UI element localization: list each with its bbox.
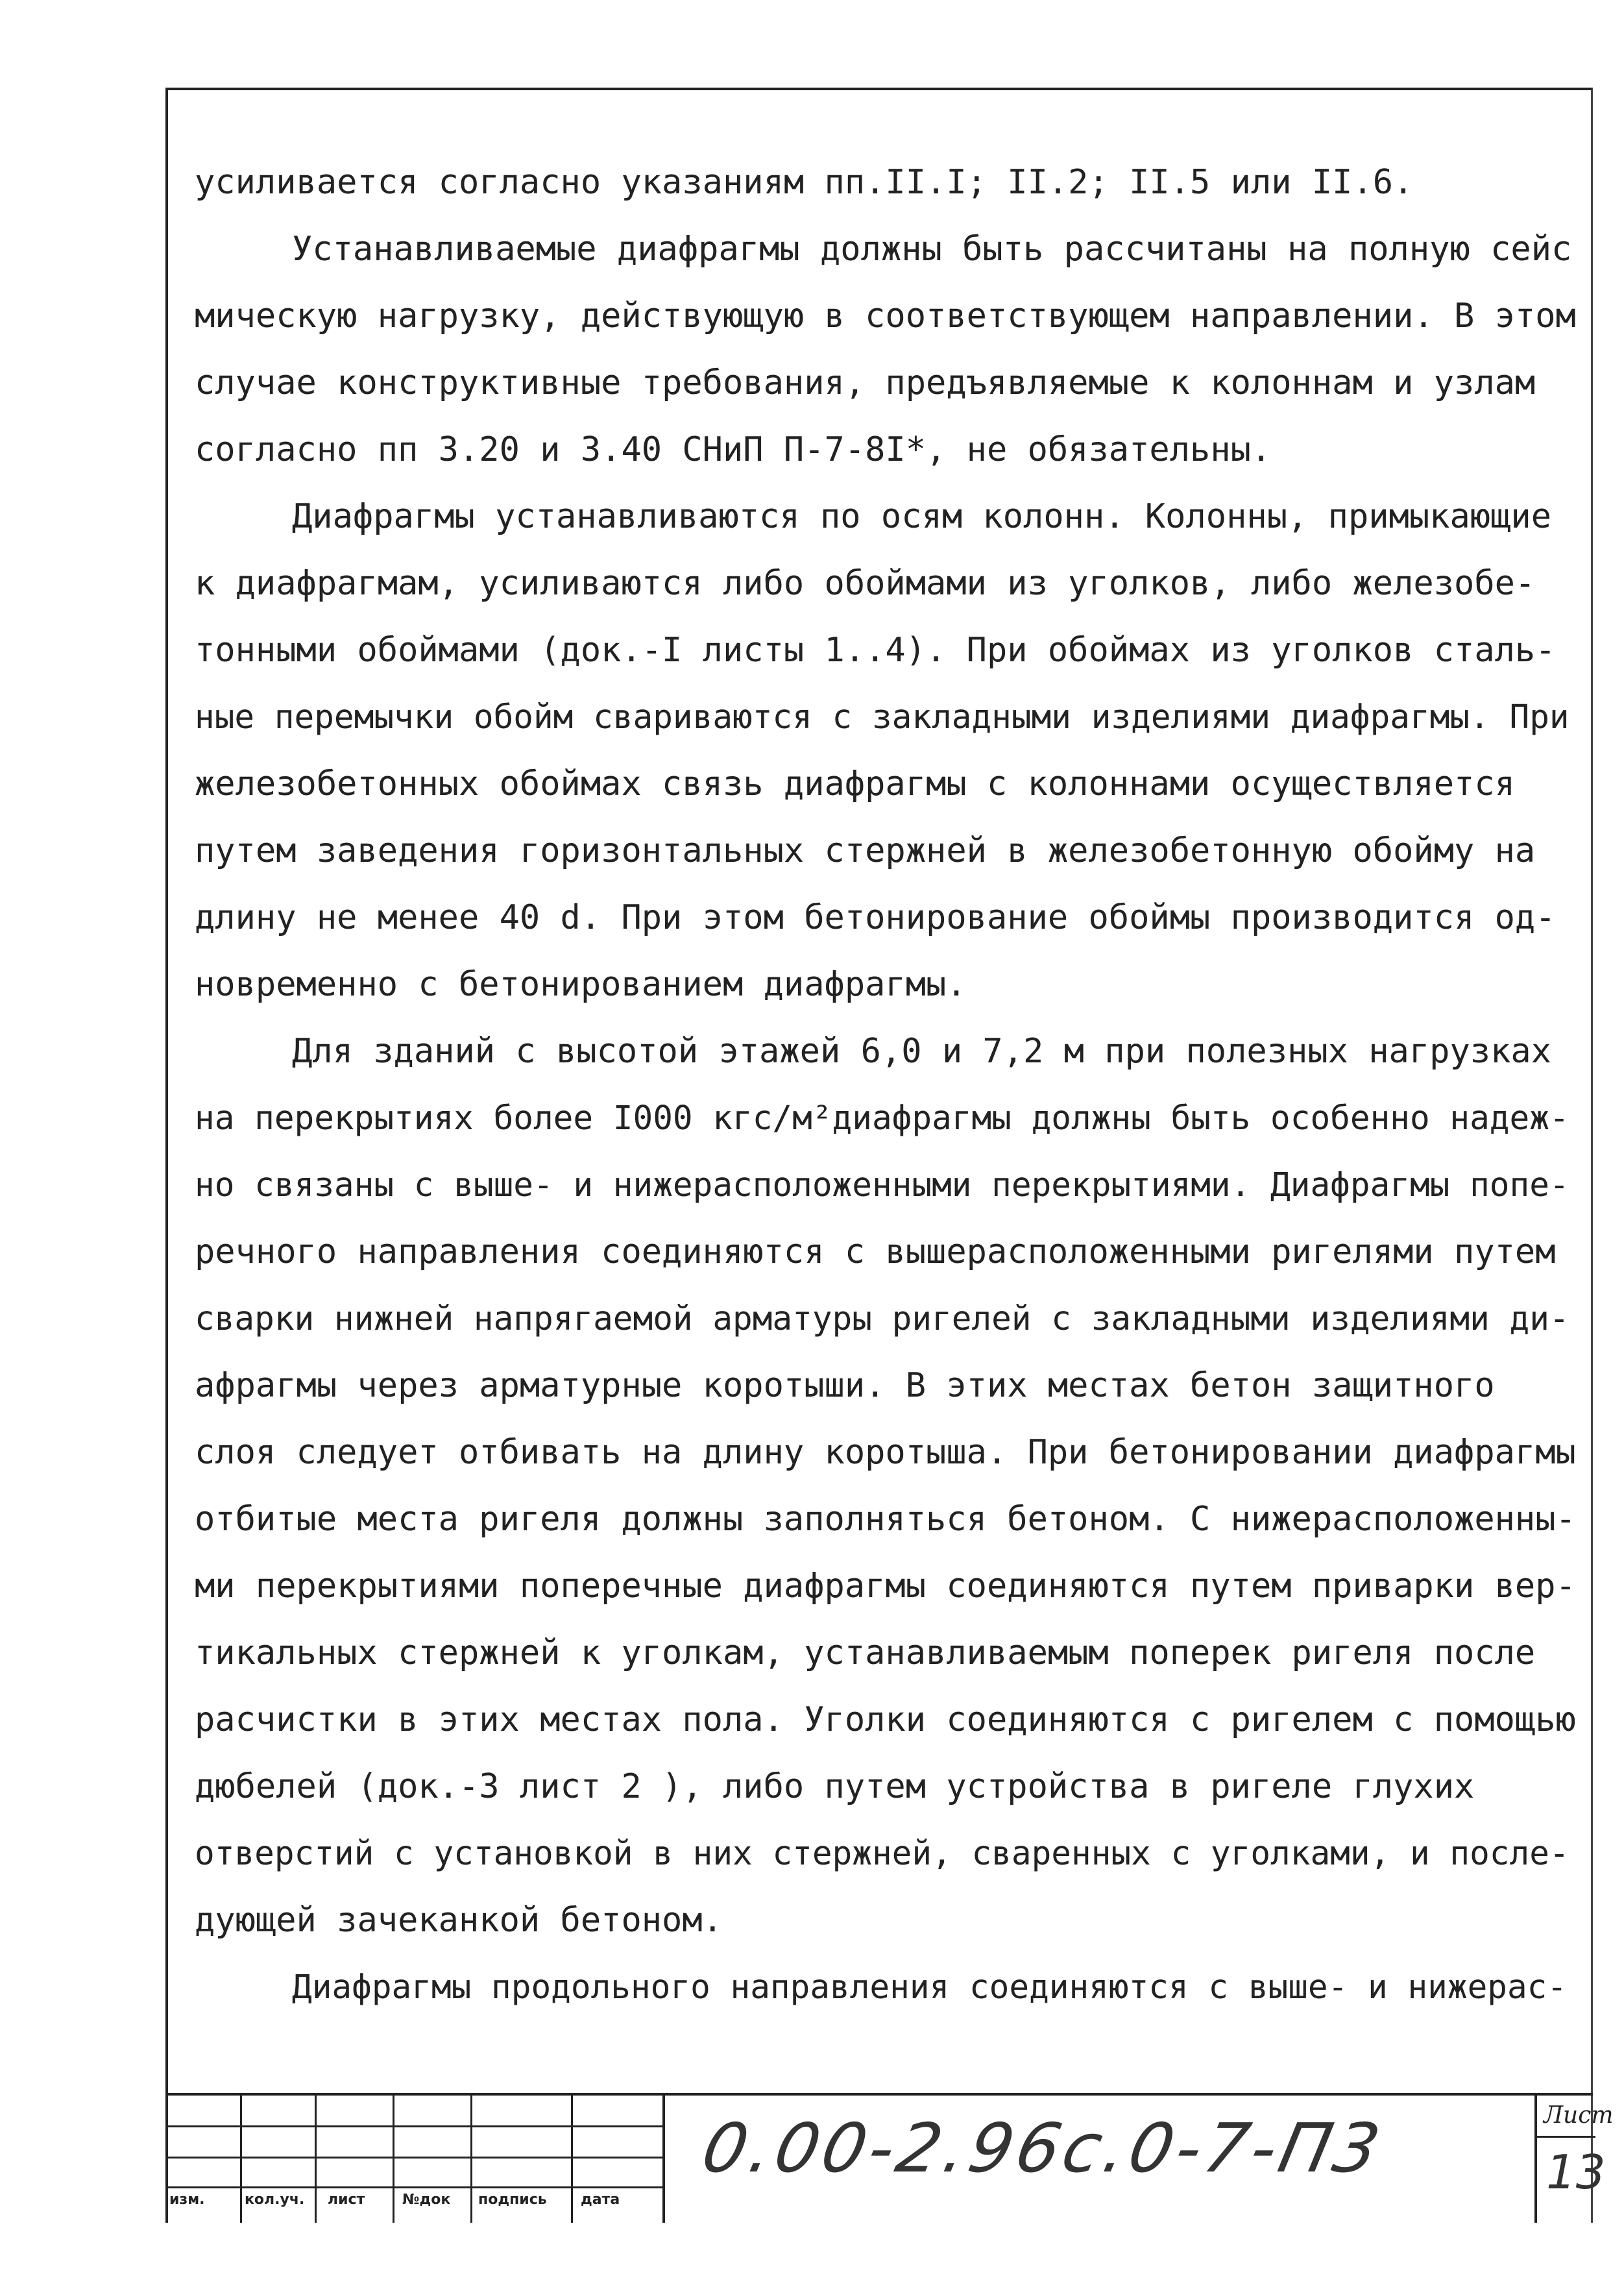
revision-table-divider <box>393 2096 394 2223</box>
text-line: длину не менее 40 d. При этом бетонирование обоймы производится од- <box>195 898 1556 937</box>
text-line: усиливается согласно указаниям пп.II.I; II.2; II.5 или II.6. <box>195 163 1414 202</box>
sheet-label: Лист <box>1544 2102 1614 2129</box>
label-quantity: кол.уч. <box>245 2192 305 2208</box>
label-date: дата <box>581 2192 620 2208</box>
text-line: путем заведения горизонтальных стержней в железобетонную обойму на <box>195 831 1536 870</box>
text-line: тонными обоймами (док.-I листы 1..4). При обоймах из уголков сталь- <box>195 631 1556 670</box>
sheet-box <box>1534 2096 1614 2223</box>
revision-table-divider <box>470 2096 472 2223</box>
text-line: новременно с бетонированием диафрагмы. <box>195 965 967 1004</box>
text-line: мическую нагрузку, действующую в соответствующем направлении. В этом <box>195 297 1576 336</box>
text-line: речного направления соединяются с вышерасположенными ригелями путем <box>195 1232 1556 1271</box>
text-line: расчистки в этих местах пола. Уголки соединяются с ригелем с помощью <box>195 1700 1576 1739</box>
label-sheet: лист <box>328 2192 365 2208</box>
text-line: дюбелей (док.-3 лист 2 ), либо путем устройства в ригеле глухих <box>195 1767 1475 1806</box>
document-body <box>195 149 1590 2021</box>
text-line: но связаны с выше- и нижерасположенными перекрытиями. Диафрагмы попе- <box>195 1166 1569 1205</box>
text-line: дующей зачеканкой бетоном. <box>195 1901 723 1940</box>
sheet-box-divider <box>1537 2136 1595 2138</box>
title-block <box>165 2093 1614 2223</box>
revision-table <box>165 2096 665 2223</box>
revision-table-divider <box>240 2096 242 2223</box>
text-line: сварки нижней напрягаемой арматуры ригелей с закладными изделиями ди- <box>195 1300 1569 1338</box>
text-line: ми перекрытиями поперечные диафрагмы соединяются путем приварки вер- <box>195 1567 1576 1606</box>
label-signature: подпись <box>478 2192 547 2208</box>
text-line: тикальных стержней к уголкам, устанавливаемым поперек ригеля после <box>195 1633 1536 1672</box>
revision-table-divider <box>571 2096 573 2223</box>
text-line: отверстий с установкой в них стержней, сваренных с уголками, и после- <box>195 1835 1569 1873</box>
text-line: афрагмы через арматурные коротыши. В этих местах бетон защитного <box>195 1366 1495 1405</box>
text-line: Для зданий с высотой этажей 6,0 и 7,2 м при полезных нагрузках <box>292 1032 1552 1071</box>
text-line: к диафрагмам, усиливаются либо обоймами из уголков, либо железобе- <box>195 564 1536 603</box>
text-line: Устанавливаемые диафрагмы должны быть рассчитаны на полную сейс <box>292 230 1572 269</box>
text-line: согласно пп 3.20 и 3.40 СНиП П-7-8I*, не обязательны. <box>195 430 1272 469</box>
text-line: отбитые места ригеля должны заполняться бетоном. С нижерасположенны- <box>195 1500 1576 1539</box>
text-line: железобетонных обоймах связь диафрагмы с колоннами осуществляется <box>195 764 1515 803</box>
text-line: ные перемычки обойм свариваются с закладными изделиями диафрагмы. При <box>195 698 1569 737</box>
document-code: 0.00-2.96с.0-7-П3 <box>696 2109 1390 2188</box>
text-line: Диафрагмы продольного направления соединяются с выше- и нижерас- <box>292 1968 1568 2007</box>
text-line: Диафрагмы устанавливаются по осям колонн. Колонны, примыкающие <box>292 497 1552 536</box>
text-line: слоя следует отбивать на длину коротыша. При бетонировании диафрагмы <box>195 1433 1576 1472</box>
revision-table-divider <box>315 2096 317 2223</box>
label-change: изм. <box>169 2192 205 2208</box>
sheet-number: 13 <box>1546 2145 1606 2199</box>
text-line: случае конструктивные требования, предъявляемые к колоннам и узлам <box>195 363 1536 402</box>
text-line: на перекрытиях более I000 кгс/м²диафрагмы должны быть особенно надеж- <box>195 1099 1569 1138</box>
label-doc-number: №док <box>402 2192 451 2208</box>
